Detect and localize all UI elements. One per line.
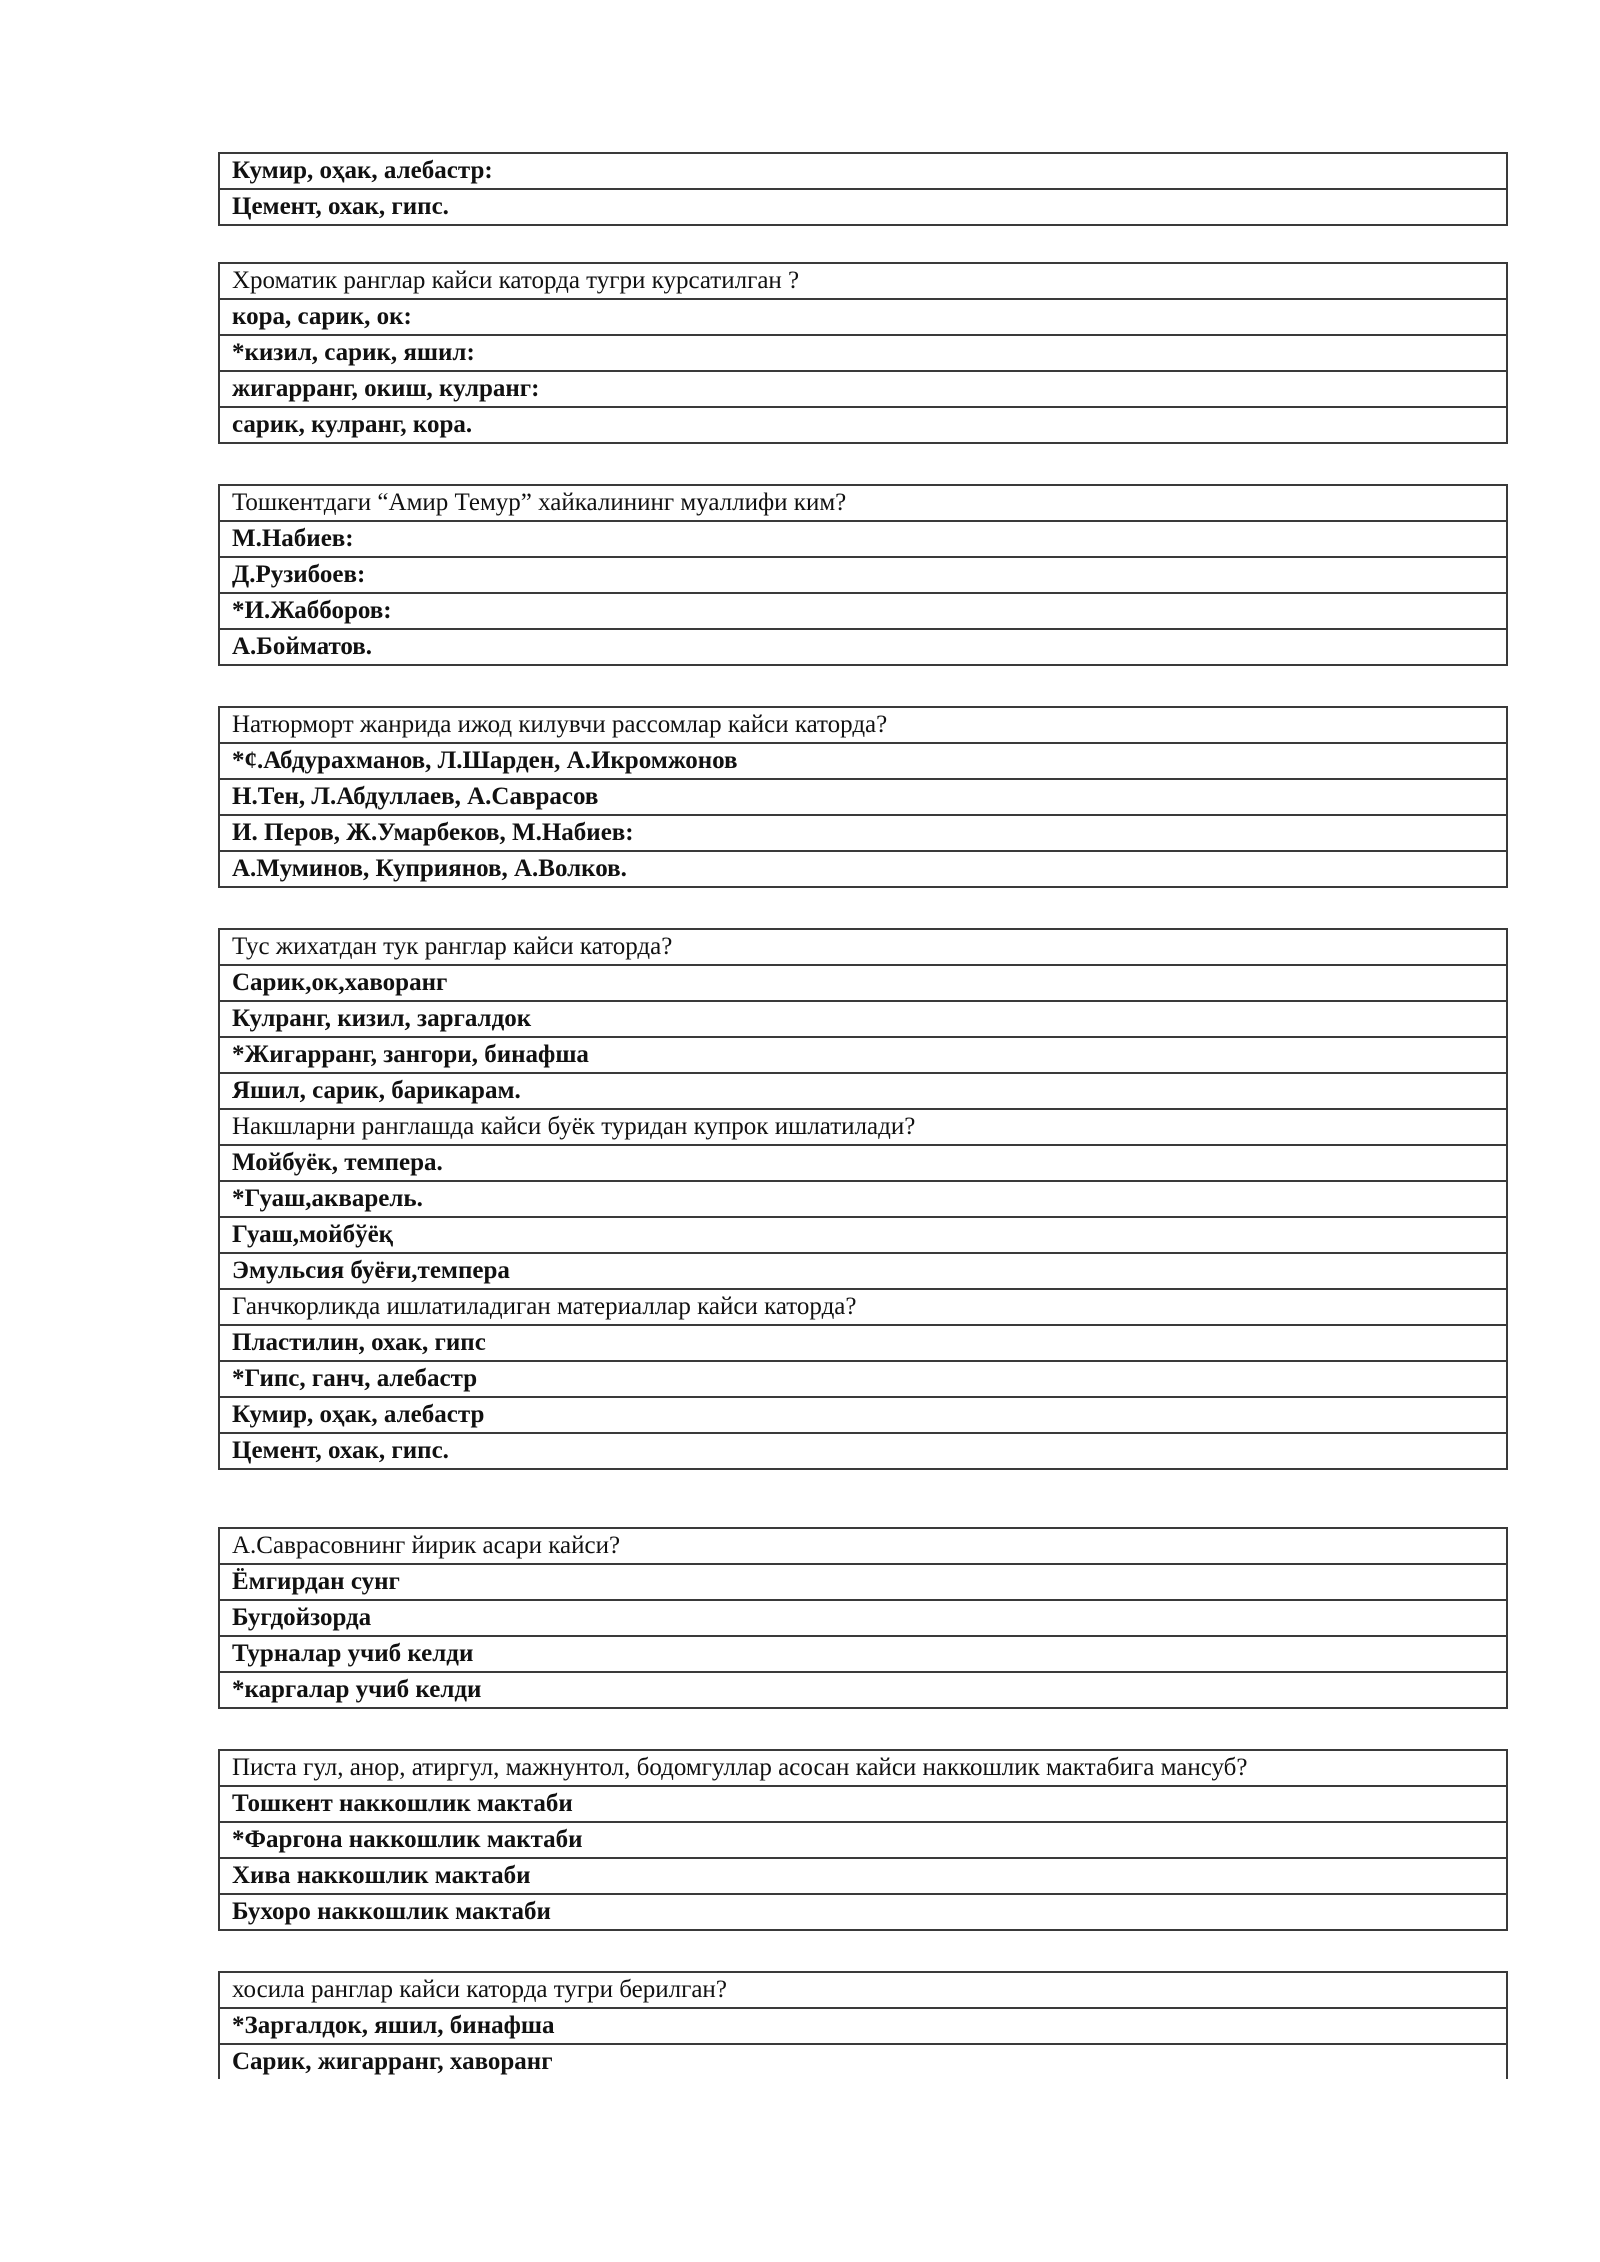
question-text: Хроматик ранглар кайси каторда тугри курсатилган ?: [219, 263, 1507, 299]
answer-option: Сарик,ок,хаворанг: [219, 965, 1507, 1001]
answer-option: *Гипс, ганч, алебастр: [219, 1361, 1507, 1397]
answer-option: *каргалар учиб келди: [219, 1672, 1507, 1708]
answer-option: И. Перов, Ж.Умарбеков, М.Набиев:: [219, 815, 1507, 851]
answer-option: М.Набиев:: [219, 521, 1507, 557]
question-block: [218, 928, 1508, 1470]
answer-option: Бугдойзорда: [219, 1600, 1507, 1636]
question-block: [218, 1527, 1508, 1709]
answer-option: кора, сарик, ок:: [219, 299, 1507, 335]
answer-option: Эмульсия буёғи,темпера: [219, 1253, 1507, 1289]
question-text: Писта гул, анор, атиргул, мажнунтол, бодомгуллар асосан кайси наккошлик мактабига мансуб?: [219, 1750, 1507, 1786]
answer-option: *Фаргона наккошлик мактаби: [219, 1822, 1507, 1858]
answer-option: *И.Жабборов:: [219, 593, 1507, 629]
question-block: [218, 152, 1508, 226]
answer-option: Д.Рузибоев:: [219, 557, 1507, 593]
answer-option: *кизил, сарик, яшил:: [219, 335, 1507, 371]
answer-option: *Гуаш,акварель.: [219, 1181, 1507, 1217]
answer-option: Сарик, жигарранг, хаворанг: [219, 2044, 1507, 2079]
question-block: [218, 1971, 1508, 2079]
answer-option: Цемент, охак, гипс.: [219, 189, 1507, 225]
answer-option: Кумир, оҳак, алебастр: [219, 1397, 1507, 1433]
question-text: Ганчкорликда ишлатиладиган материаллар кайси каторда?: [219, 1289, 1507, 1325]
answer-option: А.Бойматов.: [219, 629, 1507, 665]
answer-option: жигарранг, окиш, кулранг:: [219, 371, 1507, 407]
answer-option: *Жигарранг, зангори, бинафша: [219, 1037, 1507, 1073]
question-block: [218, 1749, 1508, 1931]
question-text: Тус жихатдан тук ранглар кайси каторда?: [219, 929, 1507, 965]
answer-option: Н.Тен, Л.Абдуллаев, А.Саврасов: [219, 779, 1507, 815]
answer-option: А.Муминов, Куприянов, А.Волков.: [219, 851, 1507, 887]
answer-option: *Заргалдок, яшил, бинафша: [219, 2008, 1507, 2044]
question-block: [218, 484, 1508, 666]
answer-option: сарик, кулранг, кора.: [219, 407, 1507, 443]
answer-option: Кумир, оҳак, алебастр:: [219, 153, 1507, 189]
answer-option: Хива наккошлик мактаби: [219, 1858, 1507, 1894]
answer-option: Гуаш,мойбўёқ: [219, 1217, 1507, 1253]
answer-option: Тошкент наккошлик мактаби: [219, 1786, 1507, 1822]
question-text: Тошкентдаги “Амир Темур” хайкалининг муаллифи ким?: [219, 485, 1507, 521]
answer-option: Мойбуёк, темпера.: [219, 1145, 1507, 1181]
question-text: хосила ранглар кайси каторда тугри берилган?: [219, 1972, 1507, 2008]
answer-option: Турналар учиб келди: [219, 1636, 1507, 1672]
answer-option: *¢.Абдурахманов, Л.Шарден, А.Икромжонов: [219, 743, 1507, 779]
answer-option: Пластилин, охак, гипс: [219, 1325, 1507, 1361]
question-block: [218, 706, 1508, 888]
answer-option: Яшил, сарик, барикарам.: [219, 1073, 1507, 1109]
answer-option: Бухоро наккошлик мактаби: [219, 1894, 1507, 1930]
answer-option: Цемент, охак, гипс.: [219, 1433, 1507, 1469]
answer-option: Ёмгирдан сунг: [219, 1564, 1507, 1600]
question-text: А.Саврасовнинг йирик асари кайси?: [219, 1528, 1507, 1564]
question-text: Натюрморт жанрида ижод килувчи рассомлар кайси каторда?: [219, 707, 1507, 743]
answer-option: Кулранг, кизил, заргалдок: [219, 1001, 1507, 1037]
question-text: Накшларни ранглашда кайси буёк туридан купрок ишлатилади?: [219, 1109, 1507, 1145]
question-block: [218, 262, 1508, 444]
